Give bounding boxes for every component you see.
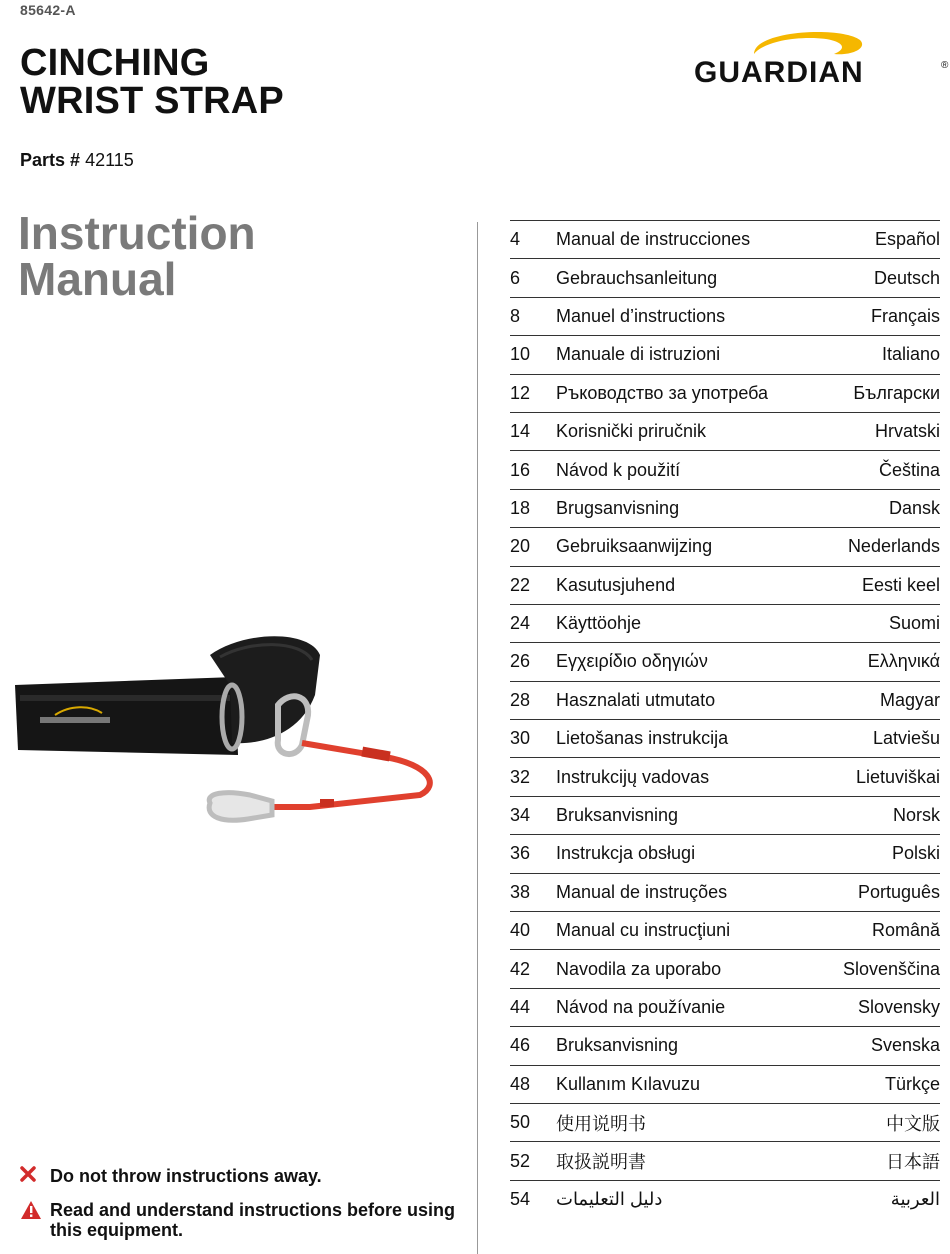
note-keep-instructions [20, 1166, 460, 1186]
toc-page-number: 8 [510, 305, 521, 326]
cross-icon [20, 1166, 50, 1182]
toc-title: Návod k použití [556, 459, 681, 480]
toc-language: Eesti keel [861, 574, 940, 595]
note-read-instructions [20, 1200, 460, 1240]
toc-page-number: 44 [510, 997, 531, 1017]
manual-heading-line-1: Instruction [18, 207, 256, 259]
toc-page-number: 28 [510, 689, 531, 710]
toc-title: Lietošanas instrukcija [556, 728, 729, 749]
toc-row[interactable] [510, 604, 940, 642]
toc-language: Български [853, 382, 940, 403]
product-image [10, 625, 450, 835]
toc-page-number: 54 [510, 1188, 531, 1209]
toc-row[interactable] [510, 719, 940, 757]
toc-language: Ελληνικά [867, 651, 940, 672]
toc-title: Käyttöohje [556, 613, 642, 634]
toc-page-number: 22 [510, 574, 531, 595]
product-title [20, 44, 284, 120]
toc-page-number: 36 [510, 843, 531, 864]
toc-language: Polski [891, 843, 940, 864]
toc-page-number: 34 [510, 805, 531, 826]
logo-arc-icon [754, 32, 862, 54]
toc-page-number: 26 [510, 651, 531, 672]
safety-notes [20, 1166, 460, 1254]
toc-page-number: 30 [510, 728, 531, 749]
toc-title: Hasznalati utmutato [556, 689, 716, 710]
toc-title: Kullanım Kılavuzu [556, 1073, 701, 1094]
toc-title: Navodila za uporabo [556, 958, 722, 979]
toc-language: Norsk [892, 805, 940, 826]
toc-title: Bruksanvisning [556, 1035, 679, 1056]
guardian-logo [692, 18, 950, 90]
toc-language: العربية [890, 1188, 940, 1209]
toc-page-number: 32 [510, 766, 531, 787]
note-text: Read and understand instructions before using this equipment. [50, 1200, 456, 1240]
toc-page-number: 46 [510, 1035, 531, 1056]
manual-heading [18, 207, 256, 305]
cuff-band [15, 677, 238, 755]
toc-row[interactable] [510, 450, 940, 488]
toc-page-number: 48 [510, 1073, 531, 1094]
toc-title: Ръководство за употреба [556, 382, 769, 403]
toc-row[interactable] [510, 566, 940, 604]
toc-title: 使用说明书 [556, 1113, 646, 1134]
toc-page-number: 16 [510, 459, 531, 480]
toc-page-number: 40 [510, 920, 531, 941]
toc-row[interactable] [510, 1026, 940, 1064]
toc-title: دليل التعليمات [556, 1188, 663, 1209]
product-title-line-1: CINCHING [20, 42, 210, 84]
toc-title: Návod na používanie [556, 997, 726, 1017]
toc-title: Manuale di istruzioni [556, 344, 721, 365]
toc-language: Türkçe [884, 1073, 940, 1094]
logo-wordmark: GUARDIAN [694, 56, 864, 89]
toc-row[interactable] [510, 911, 940, 949]
toc-row[interactable] [510, 335, 940, 373]
toc-title: Manuel d’instructions [556, 305, 726, 326]
toc-page-number: 12 [510, 382, 531, 403]
toc-row[interactable] [510, 681, 940, 719]
toc-page-number: 10 [510, 344, 531, 365]
manual-heading-line-2: Manual [18, 253, 177, 305]
toc-title: Instrukcja obsługi [556, 843, 696, 864]
toc-title: Manual de instrucciones [556, 229, 751, 250]
toc-title: Gebruiksaanwijzing [556, 536, 713, 557]
toc-language: Dansk [888, 497, 940, 518]
toc-row[interactable] [510, 489, 940, 527]
toc-language: Suomi [888, 613, 940, 634]
warning-triangle-icon [20, 1200, 50, 1220]
column-divider [477, 222, 478, 1254]
toc-row[interactable] [510, 796, 940, 834]
toc-page-number: 38 [510, 881, 531, 902]
parts-value: 42115 [85, 150, 134, 170]
toc-language: Română [871, 920, 940, 941]
toc-language: Magyar [879, 689, 940, 710]
toc-row[interactable] [510, 834, 940, 872]
toc-page-number: 4 [510, 229, 521, 250]
toc-title: Gebrauchsanleitung [556, 267, 718, 288]
toc-title: Korisnički priručnik [556, 421, 707, 442]
language-index [510, 220, 940, 1218]
toc-title: Εγχειρίδιο οδηγιών [556, 651, 708, 672]
toc-row[interactable] [510, 412, 940, 450]
toc-title: Manual cu instrucţiuni [556, 920, 731, 941]
toc-title: Instrukcijų vadovas [556, 766, 710, 787]
toc-title: Manual de instruções [556, 881, 728, 902]
logo-registered-mark: ® [941, 60, 949, 71]
toc-row[interactable] [510, 949, 940, 987]
parts-label: Parts # [20, 150, 81, 170]
toc-language: Slovenščina [842, 958, 940, 979]
toc-title: 取扱説明書 [556, 1152, 646, 1173]
toc-language: Español [874, 229, 940, 250]
toc-language: Slovensky [857, 997, 940, 1017]
toc-language: Lietuviškai [855, 766, 940, 787]
toc-page-number: 50 [510, 1112, 531, 1133]
toc-page-number: 6 [510, 267, 521, 288]
toc-row[interactable] [510, 1180, 940, 1218]
toc-language: Deutsch [873, 267, 940, 288]
toc-row[interactable] [510, 374, 940, 412]
toc-language: Hrvatski [874, 421, 940, 442]
toc-language: Português [857, 881, 940, 902]
toc-row[interactable] [510, 297, 940, 335]
toc-row[interactable] [510, 642, 940, 680]
toc-row[interactable] [510, 527, 940, 565]
toc-row[interactable] [510, 258, 940, 296]
note-text: Do not throw instructions away. [50, 1166, 322, 1186]
parts-number [20, 150, 134, 171]
toc-language: Français [870, 305, 940, 326]
toc-page-number: 52 [510, 1150, 531, 1171]
toc-row[interactable] [510, 220, 940, 258]
toc-language: Svenska [870, 1035, 940, 1056]
toc-title: Brugsanvisning [556, 497, 680, 518]
toc-language: Čeština [878, 459, 940, 480]
toc-row[interactable] [510, 757, 940, 795]
toc-title: Bruksanvisning [556, 805, 679, 826]
toc-row[interactable] [510, 1141, 940, 1179]
toc-row[interactable] [510, 988, 940, 1026]
toc-page-number: 24 [510, 613, 531, 634]
toc-row[interactable] [510, 1065, 940, 1103]
toc-page-number: 20 [510, 536, 531, 557]
product-title-line-2: WRIST STRAP [20, 80, 284, 122]
toc-title: Kasutusjuhend [556, 574, 676, 595]
toc-language: Latviešu [872, 728, 940, 749]
toc-language: 日本語 [886, 1152, 940, 1173]
toc-language: Nederlands [847, 536, 940, 557]
toc-row[interactable] [510, 1103, 940, 1141]
toc-page-number: 18 [510, 497, 531, 518]
toc-row[interactable] [510, 873, 940, 911]
toc-page-number: 14 [510, 421, 531, 442]
document-code: 85642-A [20, 2, 76, 18]
toc-page-number: 42 [510, 958, 531, 979]
toc-language: Italiano [881, 344, 940, 365]
toc-language: 中文版 [886, 1113, 940, 1134]
